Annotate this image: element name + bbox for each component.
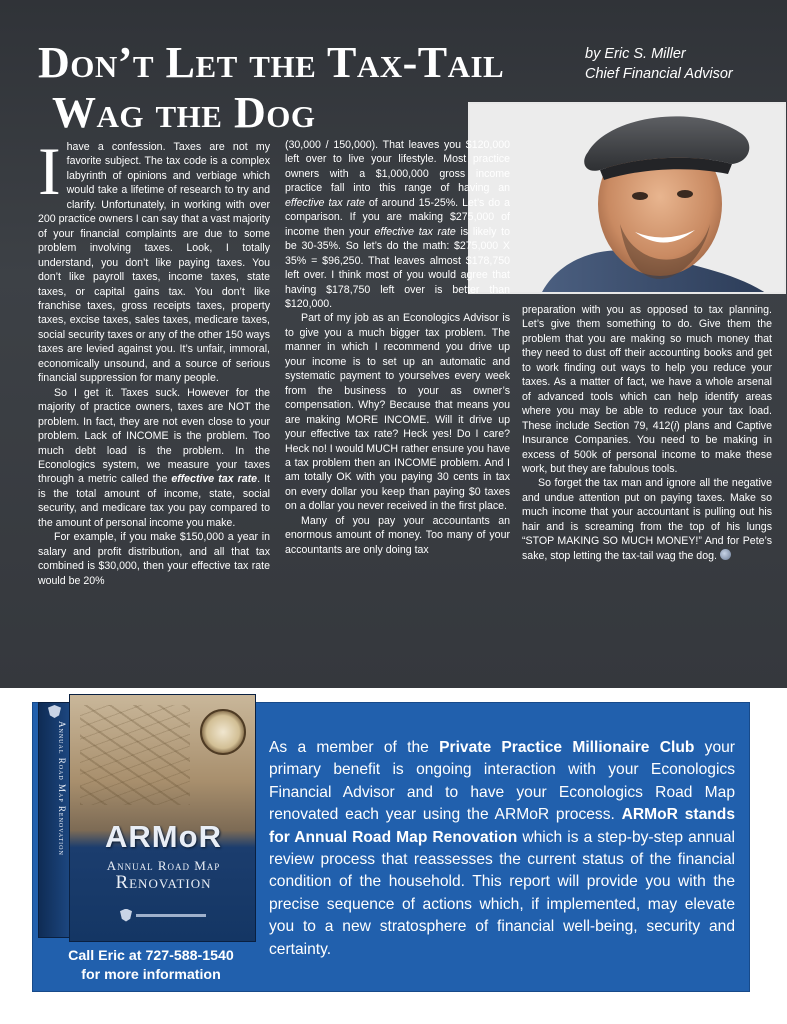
compass-icon (200, 709, 246, 755)
article-column-1 (38, 133, 270, 588)
paragraph-text: . It is the total amount of income, state, social security, and medicare tax you pay compared to the amount of personal income you make. (38, 473, 270, 529)
call-phone-line: Call Eric at 727-588-1540 (68, 948, 234, 964)
paragraph-text: So I get it. Taxes suck. However for the majority of practice owners, taxes are NOT the problem. In fact, they are not even close to your problem. Lack of INCOME is the problem. Too much debt load is the problem. In the Econologics system, we measure your taxes through a metric called the (38, 386, 270, 486)
byline-title: Chief Financial Advisor (585, 66, 733, 82)
emphasis-term: effective tax rate (171, 473, 258, 486)
italic-term: effective tax rate (374, 225, 456, 238)
headline-line-1: Don’t Let the Tax-Tail (38, 38, 505, 87)
article-paragraph (285, 311, 510, 513)
product-title: ARMoR (105, 819, 222, 854)
product-box-front (69, 694, 256, 942)
product-subtitle-2: Renovation (115, 872, 212, 893)
article-paragraph (38, 530, 270, 588)
article-paragraph (522, 303, 772, 476)
paragraph-text: Part of my job as an Econologics Advisor is to give you a much bigger tax problem. The manner in which I recommend you drive up your income is to set up an automatic and systematic payment to yourselves every week from the business to your as owner’s compensation. Why? Because that means you are making MORE INCOME. Will it drive up your effective tax rate? Heck yes! Do I care? Heck no! I would MUCH rather ensure you have a tax problem then an INCOME problem. And I am totally OK with you paying 30 cents in tax on every dollar you keep than paying $0 taxes on a dollar you never received in the first place. (285, 312, 510, 513)
paragraph-text: Many of you pay your accountants an enormous amount of money. Too many of your accountants are only doing tax (285, 514, 510, 556)
promo-text-part: which is a step-by-step annual review process that reassesses the current status of the financial condition of the household. This report will provide you with the precise sequence of actions which, if implemented, may elevate you to a new stratosphere of financial well-being, security and certainty. (269, 828, 735, 958)
article-paragraph (285, 514, 510, 557)
italic-letter: i (673, 419, 677, 432)
brand-logo (120, 907, 220, 923)
byline (585, 44, 785, 84)
brand-wordmark-graphic (136, 914, 206, 917)
paragraph-text: is likely to be 30-35%. So let’s do the math: $275,000 X 35% = $96,250. That leaves almost $178,750 left over. I think most of you would agree that having $178,750 left over is better than $120,000. (285, 225, 510, 310)
article-paragraph (522, 476, 772, 563)
paragraph-text: preparation with you as opposed to tax planning. Let’s give them something to do. Give them the problem that you are making so much money that they need to dust off their accounting books and get to work finding out ways to help you reduce your taxes. As a matter of fact, we have a whole arsenal of advanced tools which can help identify areas where you may be able to reduce your tax load. These include Section 79, 412( (522, 304, 772, 432)
article-paragraph (285, 138, 510, 311)
author-photo (468, 102, 786, 294)
armor-definition: ARMoR stands for Annual Road Map Renovation (269, 806, 735, 846)
map-texture (80, 705, 190, 805)
spine-text: Annual Road Map Renovation (57, 721, 67, 856)
call-to-action (35, 947, 267, 985)
club-name: Private Practice Millionaire Club (439, 739, 695, 756)
promo-text-part: your primary benefit is ongoing interaction with your Econologics Financial Advisor and to have your Econologics Road Map renovated each year using the ARMoR process. (269, 739, 735, 824)
article-paragraph (38, 386, 270, 531)
shield-logo-icon (120, 909, 132, 922)
paragraph-text: So forget the tax man and ignore all the negative and undue attention put on paying taxes. Make so much income that your accountant is pulling out his hair and is screaming from the top of his lungs “STOP MAKING SO MUCH MONEY!” And for Pete’s sake, stop letting the tax-tail wag the dog. (522, 477, 772, 562)
end-of-article-icon (720, 549, 731, 560)
paragraph-text: have a confession. Taxes are not my favorite subject. The tax code is a complex labyrinth of opinions and verbiage which would take a lifetime of research to try and clarify. Unfortunately, in working with over 200 practice owners I can say that a vast majority of your financial complaints are due to some problem involving taxes. Look, I totally understand, you don’t like paying taxes. You don’t like payroll taxes, income taxes, state taxes, or capital gains tax. You don’t like franchise taxes, gross receipts taxes, property taxes, excise taxes, sales taxes, medicare taxes, social security taxes or any of the other 150 ways taxes are levied against you. It’s unfair, immoral, economically unsound, and a source of serious financial suppression for many people. (38, 141, 270, 385)
paragraph-text: (30,000 / 150,000). That leaves you $120,000 left over to live your lifestyle. Most practice owners with a $1,000,000 gross income practice fall into this range of having an (285, 139, 510, 195)
italic-term: effective tax rate (285, 196, 365, 209)
byline-name: by Eric S. Miller (585, 46, 686, 62)
article-column-3 (522, 303, 772, 563)
call-info-line: for more information (81, 967, 221, 983)
paragraph-text: For example, if you make $150,000 a year in salary and profit distribution, and all that tax combined is $30,000, then your effective tax rate would be 20% (38, 531, 270, 587)
drop-cap: I (38, 133, 61, 209)
product-box-spine (38, 702, 70, 938)
promo-text-part: As a member of the (269, 739, 440, 756)
armor-product-box (38, 694, 256, 942)
paragraph-text: ) plans and Captive Insurance Companies. You need to be making in excess of 500k of personal income to make these work, but they are fabulous tools. (522, 419, 772, 475)
product-subtitle-1: Annual Road Map (106, 858, 221, 873)
promo-text (269, 737, 735, 961)
headline-line-2: Wag the Dog (52, 88, 316, 137)
paragraph-text: of around 15-25%. Let’s do a comparison. If you are making $275,000 of income then your (285, 196, 510, 238)
shield-logo-icon (48, 705, 61, 718)
article-column-2 (285, 138, 510, 557)
article-paragraph (38, 133, 270, 386)
author-portrait-image (470, 104, 786, 294)
